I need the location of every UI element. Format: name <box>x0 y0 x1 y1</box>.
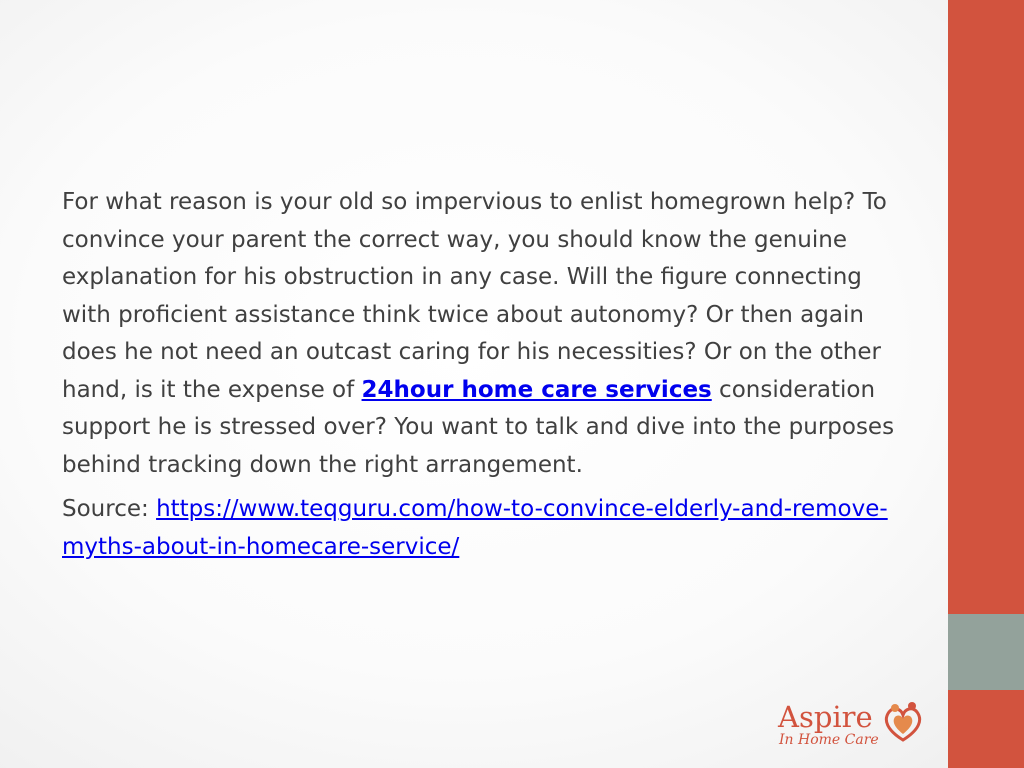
decorative-stripe-bottom <box>948 690 1024 768</box>
aspire-logo <box>778 700 928 752</box>
logo-tagline: In Home Care <box>779 732 879 748</box>
logo-name: Aspire <box>778 700 873 734</box>
decorative-stripe-top <box>948 0 1024 614</box>
body-paragraph <box>62 184 902 484</box>
source-line <box>62 491 902 566</box>
paragraph-text-before-link: For what reason is your old so impervious to enlist homegrown help? To convince your parent the correct way, you should know the genuine explanation for his obstruction in any case. Will the figure connecting with proficient assistance think twice about autonomy? Or then again does he not need an outcast caring for his necessities? Or on the other hand, is it the expense of <box>62 189 887 403</box>
home-care-services-link[interactable]: 24hour home care services <box>361 376 712 403</box>
source-url-link[interactable]: https://www.teqguru.com/how-to-convince-elderly-and-remove-myths-about-in-homecare-service/ <box>62 496 888 560</box>
paragraph-text-after-link: consideration support he is stressed over? You want to talk and dive into the purposes behind tracking down the right arrangement. <box>62 376 895 478</box>
slide-body <box>62 184 902 566</box>
source-label: Source: <box>62 496 157 522</box>
decorative-stripe-middle <box>948 614 1024 690</box>
hearts-hands-icon <box>881 700 927 746</box>
